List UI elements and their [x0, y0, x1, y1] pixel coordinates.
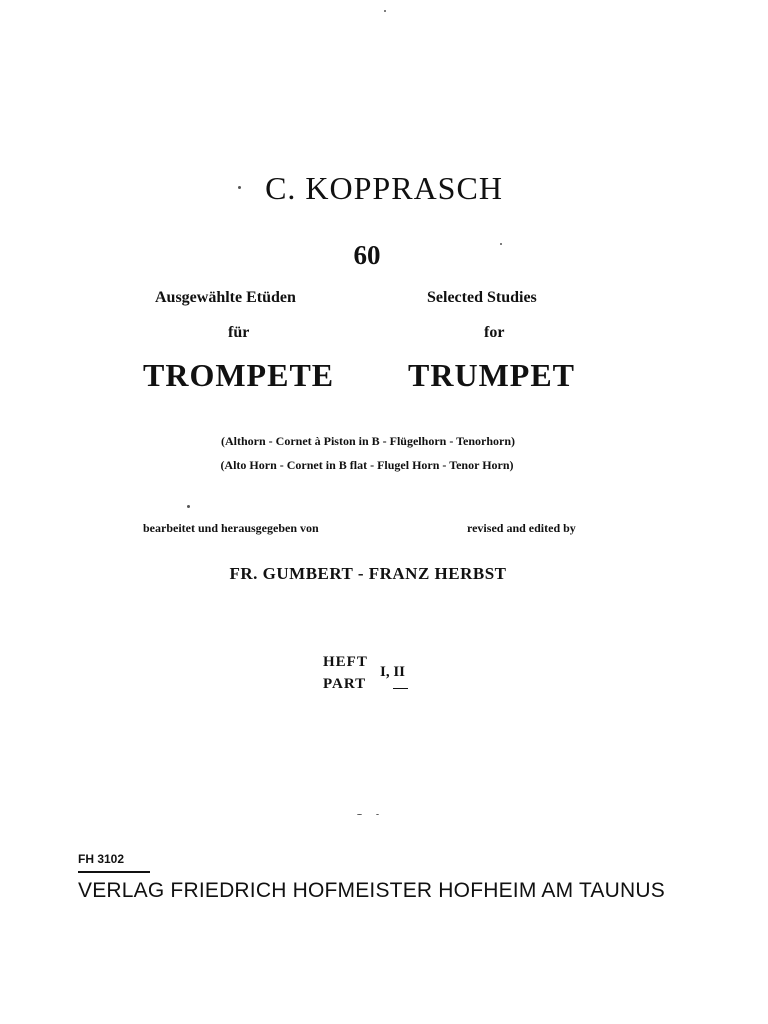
part-label: PART	[323, 676, 367, 692]
edited-by-german: bearbeitet und herausgegeben von	[143, 521, 319, 535]
volume-underline	[393, 688, 408, 689]
subtitle-english: Selected Studies	[427, 289, 537, 306]
catalog-number: FH 3102	[78, 852, 125, 866]
preposition-english: for	[484, 324, 505, 341]
edited-by-english: revised and edited by	[467, 521, 576, 535]
scan-speck	[376, 814, 379, 815]
instrument-german: TROMPETE	[143, 357, 335, 393]
scan-speck	[384, 10, 386, 12]
preposition-german: für	[228, 324, 250, 341]
alternative-instruments-english: (Alto Horn - Cornet in B flat - Flugel Horn - Tenor Horn)	[220, 458, 514, 472]
catalog-rule	[78, 871, 150, 873]
study-count: 60	[353, 240, 381, 270]
alternative-instruments-german: (Althorn - Cornet à Piston in B - Flügelhorn - Tenorhorn)	[220, 434, 515, 448]
instrument-english: TRUMPET	[408, 357, 575, 393]
composer-name: C. KOPPRASCH	[265, 170, 503, 206]
scan-speck	[357, 814, 362, 815]
publisher-line: VERLAG FRIEDRICH HOFMEISTER HOFHEIM AM TAUNUS	[78, 879, 665, 902]
scan-speck	[238, 186, 241, 189]
editor-names: FR. GUMBERT - FRANZ HERBST	[229, 564, 507, 583]
subtitle-german: Ausgewählte Etüden	[155, 289, 296, 306]
heft-label: HEFT	[323, 654, 368, 670]
volume-numbers: I, II	[380, 664, 406, 680]
scan-speck	[187, 505, 190, 508]
scan-speck	[500, 243, 502, 245]
